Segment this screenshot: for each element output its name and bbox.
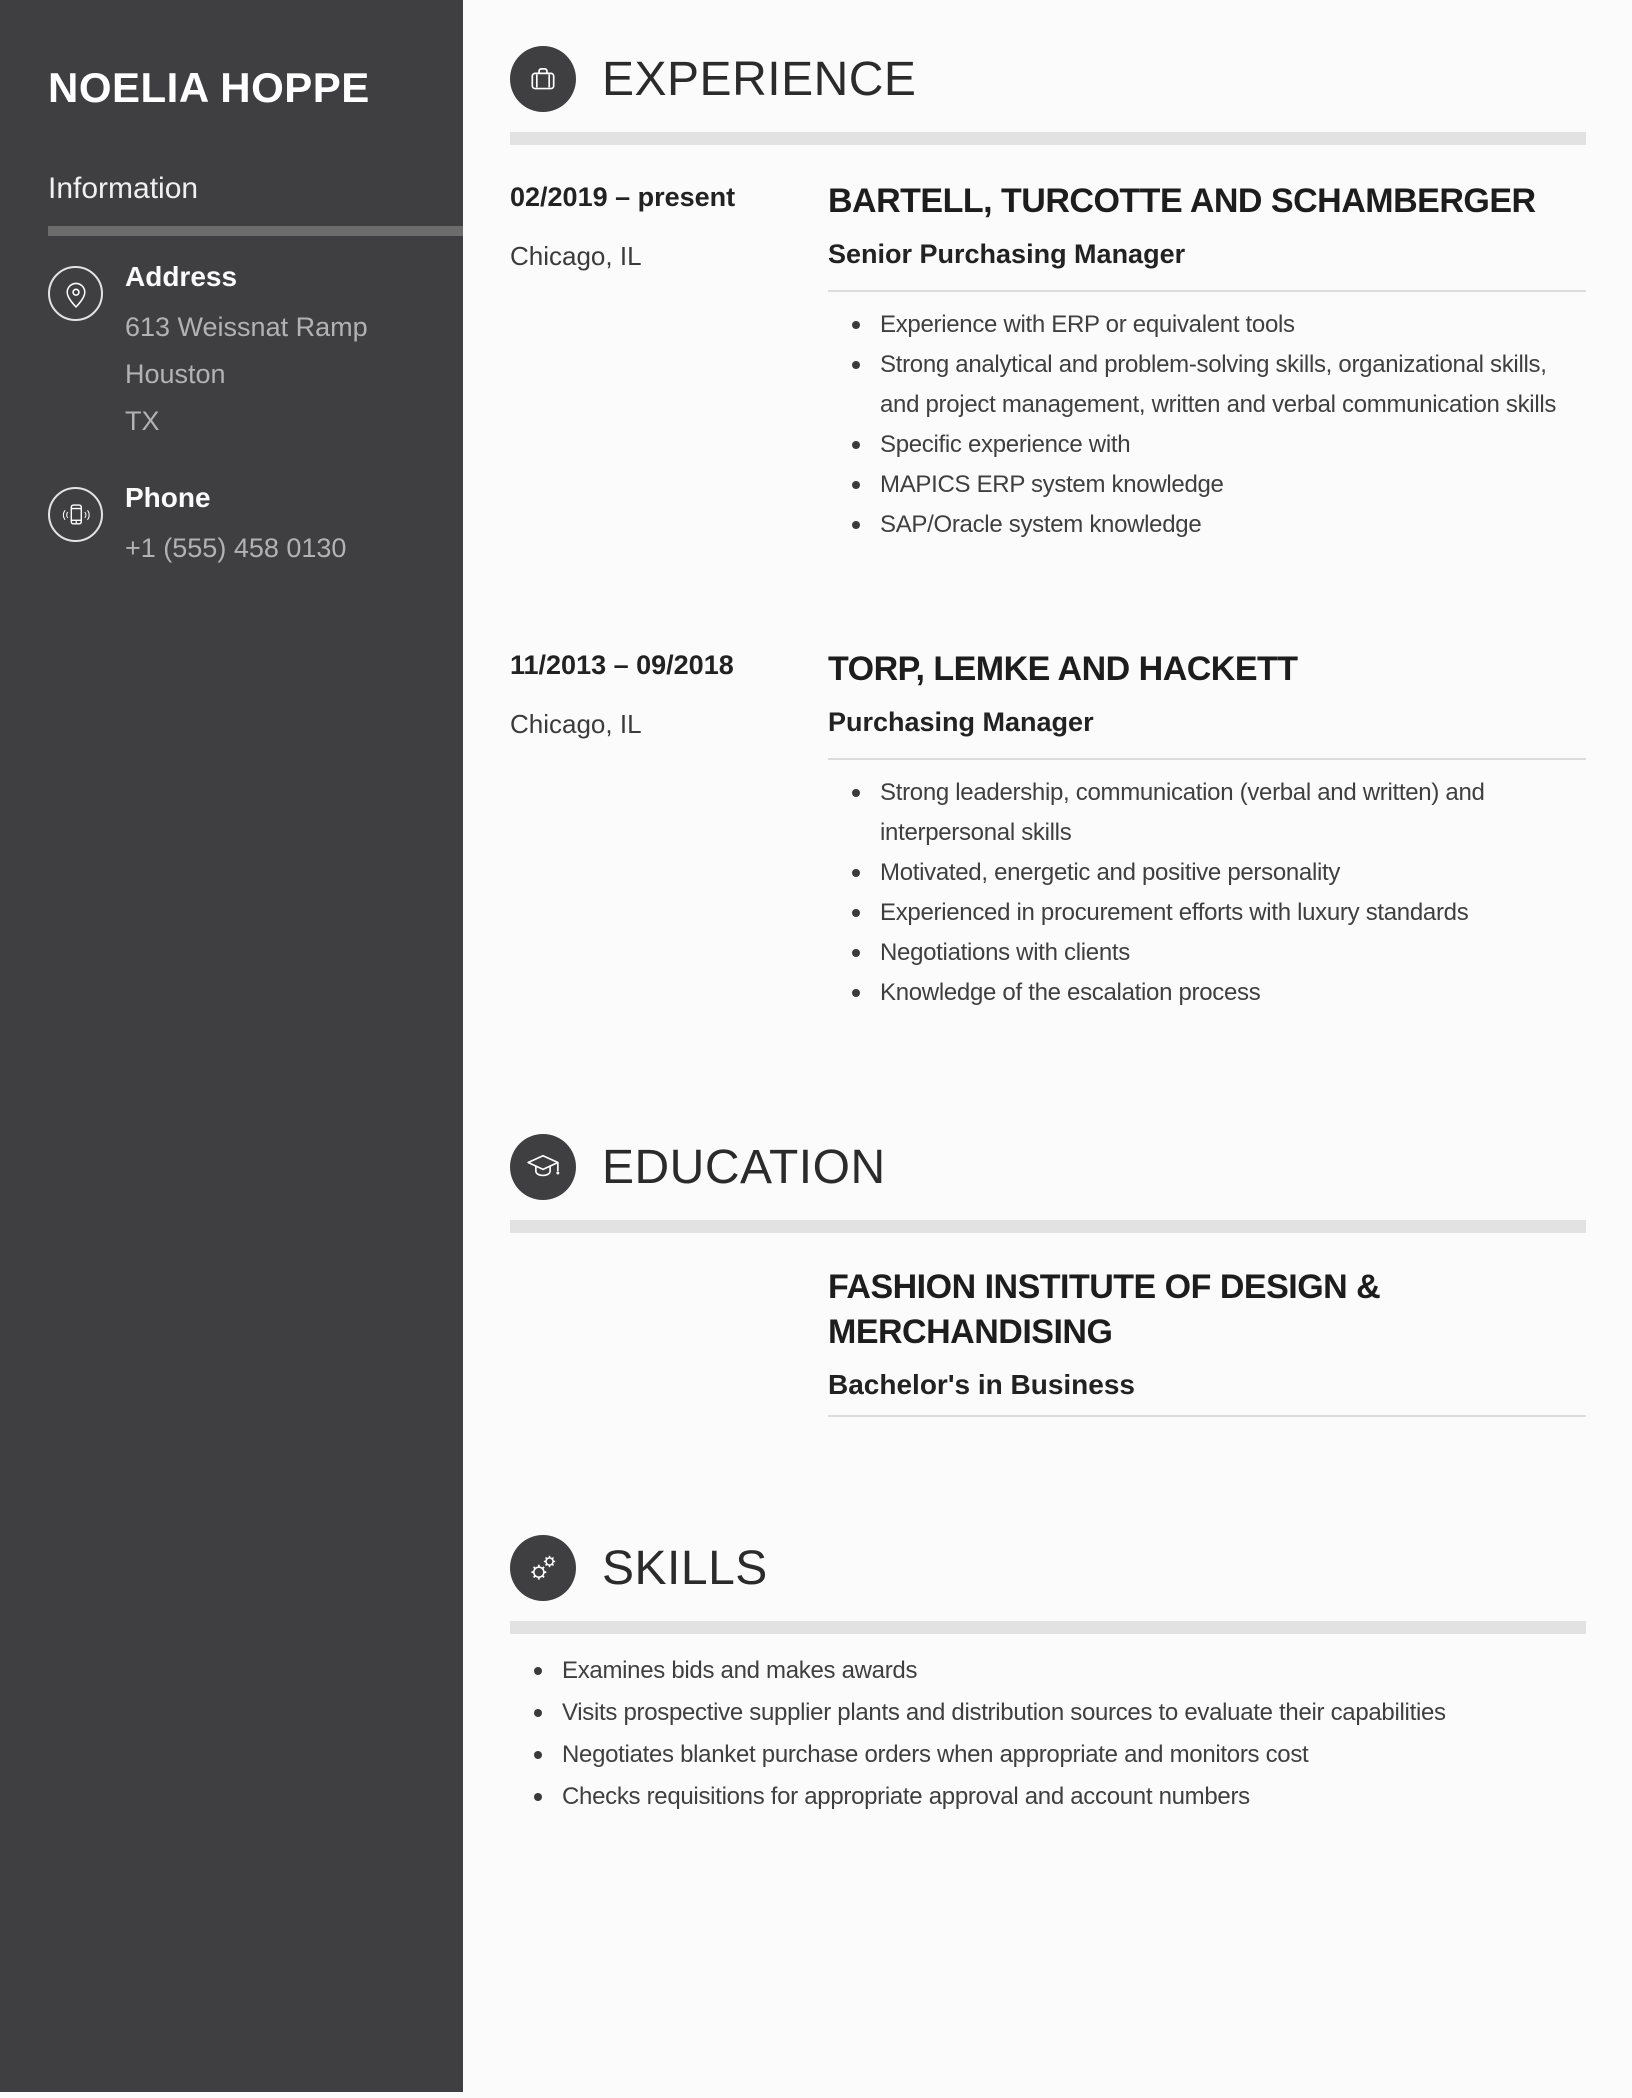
phone-block xyxy=(125,481,346,572)
experience-section xyxy=(510,0,1586,1013)
gears-icon xyxy=(510,1535,576,1601)
job-bullet-list xyxy=(828,305,1586,545)
job-dates: 02/2019 – present xyxy=(510,182,736,212)
skill-bullet: Checks requisitions for appropriate approval and account numbers xyxy=(562,1776,1586,1818)
education-header-bar xyxy=(510,1220,1586,1233)
job-role: Senior Purchasing Manager xyxy=(828,239,1186,269)
experience-header xyxy=(510,46,1586,112)
skills-bullet-list xyxy=(510,1650,1586,1818)
skill-bullet: Negotiates blanket purchase orders when appropriate and monitors cost xyxy=(562,1734,1586,1776)
job-bullet: Strong analytical and problem-solving skills, organizational skills, and project management, written and verbal communication skills xyxy=(880,345,1586,425)
job-company: TORP, LEMKE AND HACKETT xyxy=(828,650,1298,688)
briefcase-icon xyxy=(510,46,576,112)
phone-item xyxy=(48,481,463,572)
information-heading: Information xyxy=(48,172,199,205)
phone-icon xyxy=(48,487,103,542)
address-line: TX xyxy=(125,406,160,436)
main-content xyxy=(510,0,1586,1818)
job-bullet: Experienced in procurement efforts with luxury standards xyxy=(880,893,1586,933)
job-bullet: MAPICS ERP system knowledge xyxy=(880,465,1586,505)
job-entry xyxy=(510,649,1586,1013)
skills-header-bar xyxy=(510,1621,1586,1634)
skill-bullet: Examines bids and makes awards xyxy=(562,1650,1586,1692)
address-item xyxy=(48,260,463,445)
school-name: FASHION INSTITUTE OF DESIGN & MERCHANDISING xyxy=(828,1268,1381,1351)
job-divider xyxy=(828,758,1586,760)
job-company: BARTELL, TURCOTTE AND SCHAMBERGER xyxy=(828,182,1536,220)
address-line: Houston xyxy=(125,359,226,389)
education-details xyxy=(828,1265,1586,1417)
job-meta xyxy=(510,181,828,545)
job-location: Chicago, IL xyxy=(510,241,642,271)
education-meta xyxy=(510,1265,828,1417)
job-bullet: Experience with ERP or equivalent tools xyxy=(880,305,1586,345)
education-entry xyxy=(510,1265,1586,1417)
experience-title: EXPERIENCE xyxy=(602,52,917,106)
skill-bullet: Visits prospective supplier plants and distribution sources to evaluate their capabilities xyxy=(562,1692,1586,1734)
education-header xyxy=(510,1134,1586,1200)
address-line: 613 Weissnat Ramp xyxy=(125,312,368,342)
job-details xyxy=(828,649,1586,1013)
job-entry xyxy=(510,181,1586,545)
graduation-cap-icon xyxy=(510,1134,576,1200)
phone-number: +1 (555) 458 0130 xyxy=(125,533,347,563)
address-block xyxy=(125,260,368,445)
skills-title: SKILLS xyxy=(602,1541,768,1595)
job-bullet: Motivated, energetic and positive personality xyxy=(880,853,1586,893)
job-bullet: Strong leadership, communication (verbal and written) and interpersonal skills xyxy=(880,773,1586,853)
information-underline xyxy=(48,226,463,236)
sidebar xyxy=(0,0,463,2092)
job-bullet: Negotiations with clients xyxy=(880,933,1586,973)
skills-section xyxy=(510,1535,1586,1818)
address-label: Address xyxy=(125,261,238,292)
job-location: Chicago, IL xyxy=(510,709,642,739)
job-meta xyxy=(510,649,828,1013)
education-section xyxy=(510,1134,1586,1417)
job-details xyxy=(828,181,1586,545)
address-lines xyxy=(125,304,368,445)
location-pin-icon xyxy=(48,266,103,321)
skills-header xyxy=(510,1535,1586,1601)
person-name: NOELIA HOPPE xyxy=(48,64,370,111)
job-bullet: Knowledge of the escalation process xyxy=(880,973,1586,1013)
education-title: EDUCATION xyxy=(602,1140,886,1194)
degree-name: Bachelor's in Business xyxy=(828,1369,1135,1400)
job-divider xyxy=(828,290,1586,292)
job-role: Purchasing Manager xyxy=(828,707,1094,737)
job-bullet: Specific experience with xyxy=(880,425,1586,465)
phone-label: Phone xyxy=(125,482,211,513)
education-divider xyxy=(828,1415,1586,1417)
job-bullet: SAP/Oracle system knowledge xyxy=(880,505,1586,545)
experience-header-bar xyxy=(510,132,1586,145)
job-dates: 11/2013 – 09/2018 xyxy=(510,650,734,680)
job-bullet-list xyxy=(828,773,1586,1013)
